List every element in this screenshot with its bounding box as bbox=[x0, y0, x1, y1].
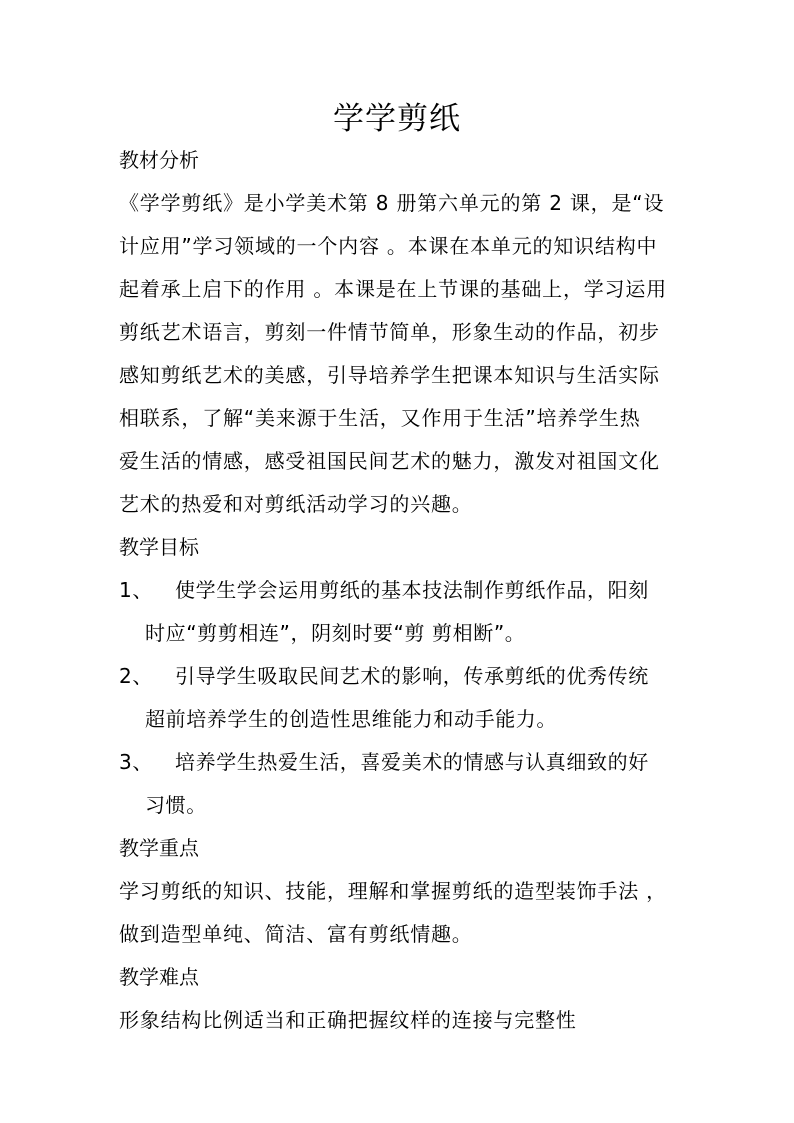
goal-text-continued: 习惯。 bbox=[145, 793, 207, 817]
analysis-line: 爱生活的情感，感受祖国民间艺术的魅力，激发对祖国文化 bbox=[119, 449, 660, 473]
analysis-line: 剪纸艺术语言，剪刻一件情节简单，形象生动的作品，初步 bbox=[119, 320, 660, 344]
goal-number: 2、 bbox=[119, 664, 153, 688]
goal-item bbox=[119, 655, 679, 698]
section-heading-key-points: 教学重点 bbox=[119, 836, 199, 860]
analysis-line: 计应用”学习领域的一个内容 。本课在本单元的知识结构中 bbox=[119, 234, 658, 258]
key-points-line: 做到造型单纯、简洁、富有剪纸情趣。 bbox=[119, 922, 473, 946]
goal-item bbox=[119, 741, 679, 784]
goal-number: 1、 bbox=[119, 578, 153, 602]
analysis-line: 感知剪纸艺术的美感，引导培养学生把课本知识与生活实际 bbox=[119, 363, 660, 387]
analysis-line: 《学学剪纸》是小学美术第 8 册第六单元的第 2 课，是“设 bbox=[119, 191, 665, 215]
analysis-line: 相联系，了解“美来源于生活，又作用于生活”培养学生热 bbox=[119, 406, 641, 430]
key-points-line: 学习剪纸的知识、技能，理解和掌握剪纸的造型装饰手法 ， bbox=[119, 879, 667, 903]
goal-text-continued: 时应“剪剪相连”，阴刻时要“剪 剪相断”。 bbox=[145, 621, 526, 645]
difficulties-line: 形象结构比例适当和正确把握纹样的连接与完整性 bbox=[119, 1008, 577, 1032]
analysis-line: 艺术的热爱和对剪纸活动学习的兴趣。 bbox=[119, 492, 473, 516]
analysis-line: 起着承上启下的作用 。本课是在上节课的基础上，学习运用 bbox=[119, 277, 667, 301]
goal-number: 3、 bbox=[119, 750, 153, 774]
goal-item bbox=[119, 569, 679, 612]
section-heading-difficulties: 教学难点 bbox=[119, 965, 199, 989]
goal-text-continued: 超前培养学生的创造性思维能力和动手能力。 bbox=[145, 707, 557, 731]
document-body bbox=[119, 139, 679, 1042]
section-heading-goals: 教学目标 bbox=[119, 535, 199, 559]
document-title: 学学剪纸 bbox=[333, 101, 461, 137]
goal-text: 使学生学会运用剪纸的基本技法制作剪纸作品，阳刻 bbox=[175, 578, 649, 602]
section-heading-analysis: 教材分析 bbox=[119, 148, 199, 172]
goal-text: 培养学生热爱生活，喜爱美术的情感与认真细致的好 bbox=[175, 750, 649, 774]
goal-text: 引导学生吸取民间艺术的影响，传承剪纸的优秀传统 bbox=[175, 664, 649, 688]
